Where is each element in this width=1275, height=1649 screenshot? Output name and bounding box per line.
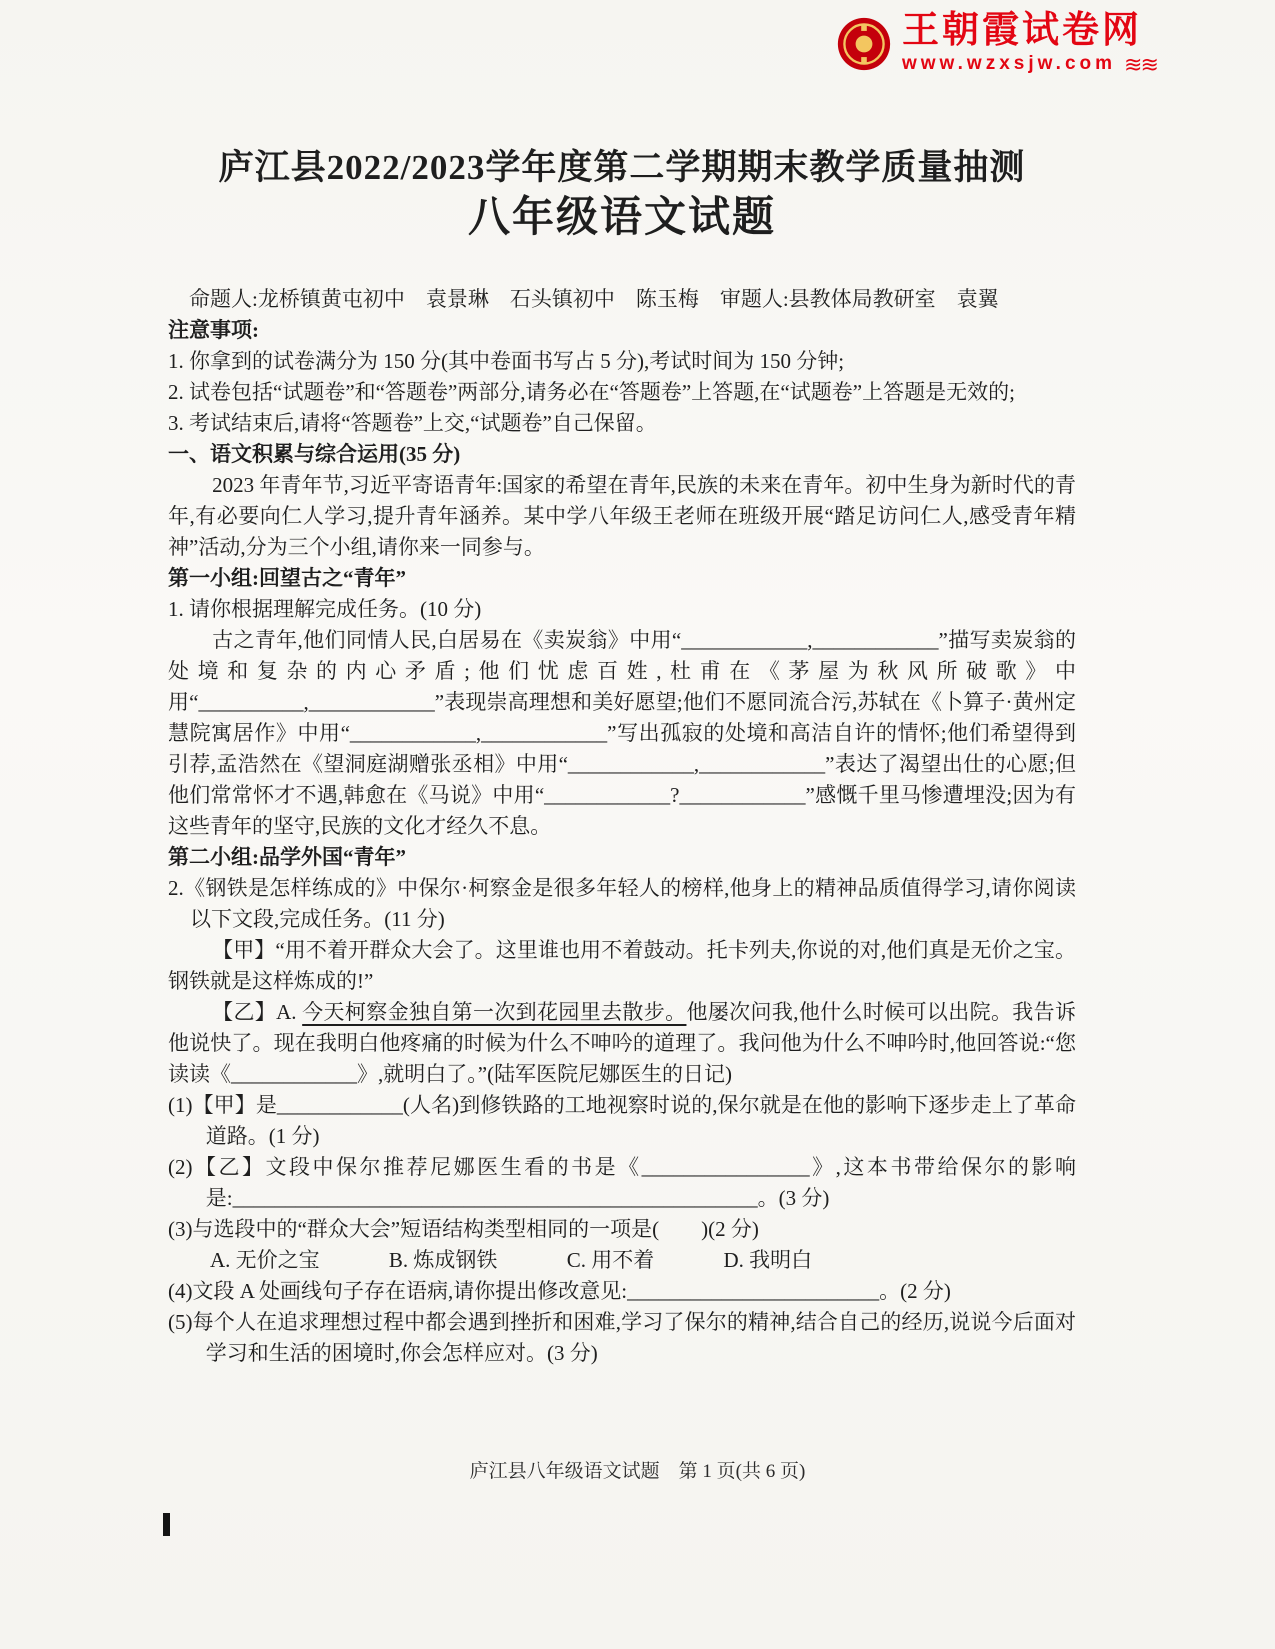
notice-item-1: 1. 你拿到的试卷满分为 150 分(其中卷面书写占 5 分),考试时间为 150 分钟; (168, 349, 845, 373)
exam-title: 庐江县2022/2023学年度第二学期期末教学质量抽测 (218, 148, 1026, 187)
logo-site-name: 王朝霞试卷网 (902, 10, 1142, 51)
sub-question-5: (5)每个人在追求理想过程中都会遇到挫折和困难,学习了保尔的精神,结合自己的经历,说说今后面对学习和生活的困境时,你会怎样应对。(3 分) (168, 1310, 1076, 1365)
section1-intro: 2023 年青年节,习近平寄语青年:国家的希望在青年,民族的未来在青年。初中生身为新时代的青年,有必要向仁人学习,提升青年涵养。某中学八年级王老师在班级开展“踏足访问仁人,感受青年精神”活动,分为三个小组,请你来一同参与。 (168, 473, 1076, 559)
notice-heading: 注意事项: (168, 318, 259, 342)
question2-lead: 2.《钢铁是怎样练成的》中保尔·柯察金是很多年轻人的榜样,他身上的精神品质值得学习,请你阅读以下文段,完成任务。(11 分) (168, 876, 1076, 931)
exam-content (168, 146, 1076, 1369)
option-b: B. 炼成钢铁 (388, 1248, 498, 1272)
logo-url-row (902, 53, 1157, 76)
section1-heading: 一、语文积累与综合运用(35 分) (168, 442, 461, 466)
wave-decoration-icon: ≋≋ (1124, 51, 1157, 77)
logo-site-url: www.wzxsjw.com (902, 53, 1117, 75)
scan-artifact (163, 1513, 170, 1536)
page-footer: 庐江县八年级语文试题 第 1 页(共 6 页) (469, 1461, 806, 1482)
group1-heading: 第一小组:回望古之“青年” (168, 566, 406, 590)
option-c: C. 用不着 (566, 1248, 655, 1272)
passage-jia: 【甲】“用不着开群众大会了。这里谁也用不着鼓动。托卡列夫,你说的对,他们真是无价之宝。钢铁就是这样炼成的!” (168, 938, 1076, 993)
logo-emblem-icon (836, 16, 892, 72)
question1-lead: 1. 请你根据理解完成任务。(10 分) (168, 597, 482, 621)
underlined-sentence-a: 今天柯察金独自第一次到花园里去散步。 (302, 1000, 687, 1024)
option-a: A. 无价之宝 (210, 1248, 320, 1272)
exam-subtitle: 八年级语文试题 (467, 195, 776, 241)
sub-question-4: (4)文段 A 处画线句子存在语病,请你提出修改意见:________________________。(2 分) (168, 1279, 951, 1303)
passage-yi-rest: 他屡次问我,他什么时候可以出院。我告诉他说快了。现在我明白他疼痛的时候为什么不呻吟的道理了。我问他为什么不呻吟时,他回答说:“您读读《____________》,就明白了。”(陆军医院尼娜医生的日记) (168, 1000, 1077, 1086)
logo-text (902, 12, 1157, 76)
option-d: D. 我明白 (723, 1248, 813, 1272)
sub-question-2: (2)【乙】文段中保尔推荐尼娜医生看的书是《________________》,这本书带给保尔的影响是:__________________________________________________。(3 分) (168, 1155, 1076, 1210)
question1-body: 古之青年,他们同情人民,白居易在《卖炭翁》中用“____________,____________”描写卖炭翁的处境和复杂的内心矛盾;他们忧虑百姓,杜甫在《茅屋为秋风所破歌》中用“__________,____________”表现崇高理想和美好愿望;他们不愿同流合污,苏轼在《卜算子·黄州定慧院寓居作》中用“____________,____________”写出孤寂的处境和高洁自许的情怀;他们希望得到引荐,孟浩然在《望洞庭湖赠张丞相》中用“____________,____________”表达了渴望出仕的心愿;但他们常常怀才不遇,韩愈在《马说》中用“____________?____________”感慨千里马惨遭埋没;因为有这些青年的坚守,民族的文化才经久不息。 (168, 628, 1076, 838)
byline: 命题人:龙桥镇黄屯初中 袁景琳 石头镇初中 陈玉梅 审题人:县教体局教研室 袁翼 (189, 287, 999, 311)
sub-question-1: (1)【甲】是____________(人名)到修铁路的工地视察时说的,保尔就是在他的影响下逐步走上了革命道路。(1 分) (168, 1093, 1076, 1148)
choice-options-row (168, 1245, 1076, 1276)
group2-heading: 第二小组:品学外国“青年” (168, 845, 406, 869)
notice-item-3: 3. 考试结束后,请将“答题卷”上交,“试题卷”自己保留。 (168, 411, 657, 435)
sub-question-3: (3)与选段中的“群众大会”短语结构类型相同的一项是( )(2 分) (168, 1217, 759, 1241)
notice-item-2: 2. 试卷包括“试题卷”和“答题卷”两部分,请务必在“答题卷”上答题,在“试题卷”上答题是无效的; (168, 380, 1015, 404)
passage-yi (168, 997, 1076, 1090)
passage-yi-prefix: 【乙】A. (212, 1000, 303, 1024)
site-logo (836, 12, 1157, 76)
